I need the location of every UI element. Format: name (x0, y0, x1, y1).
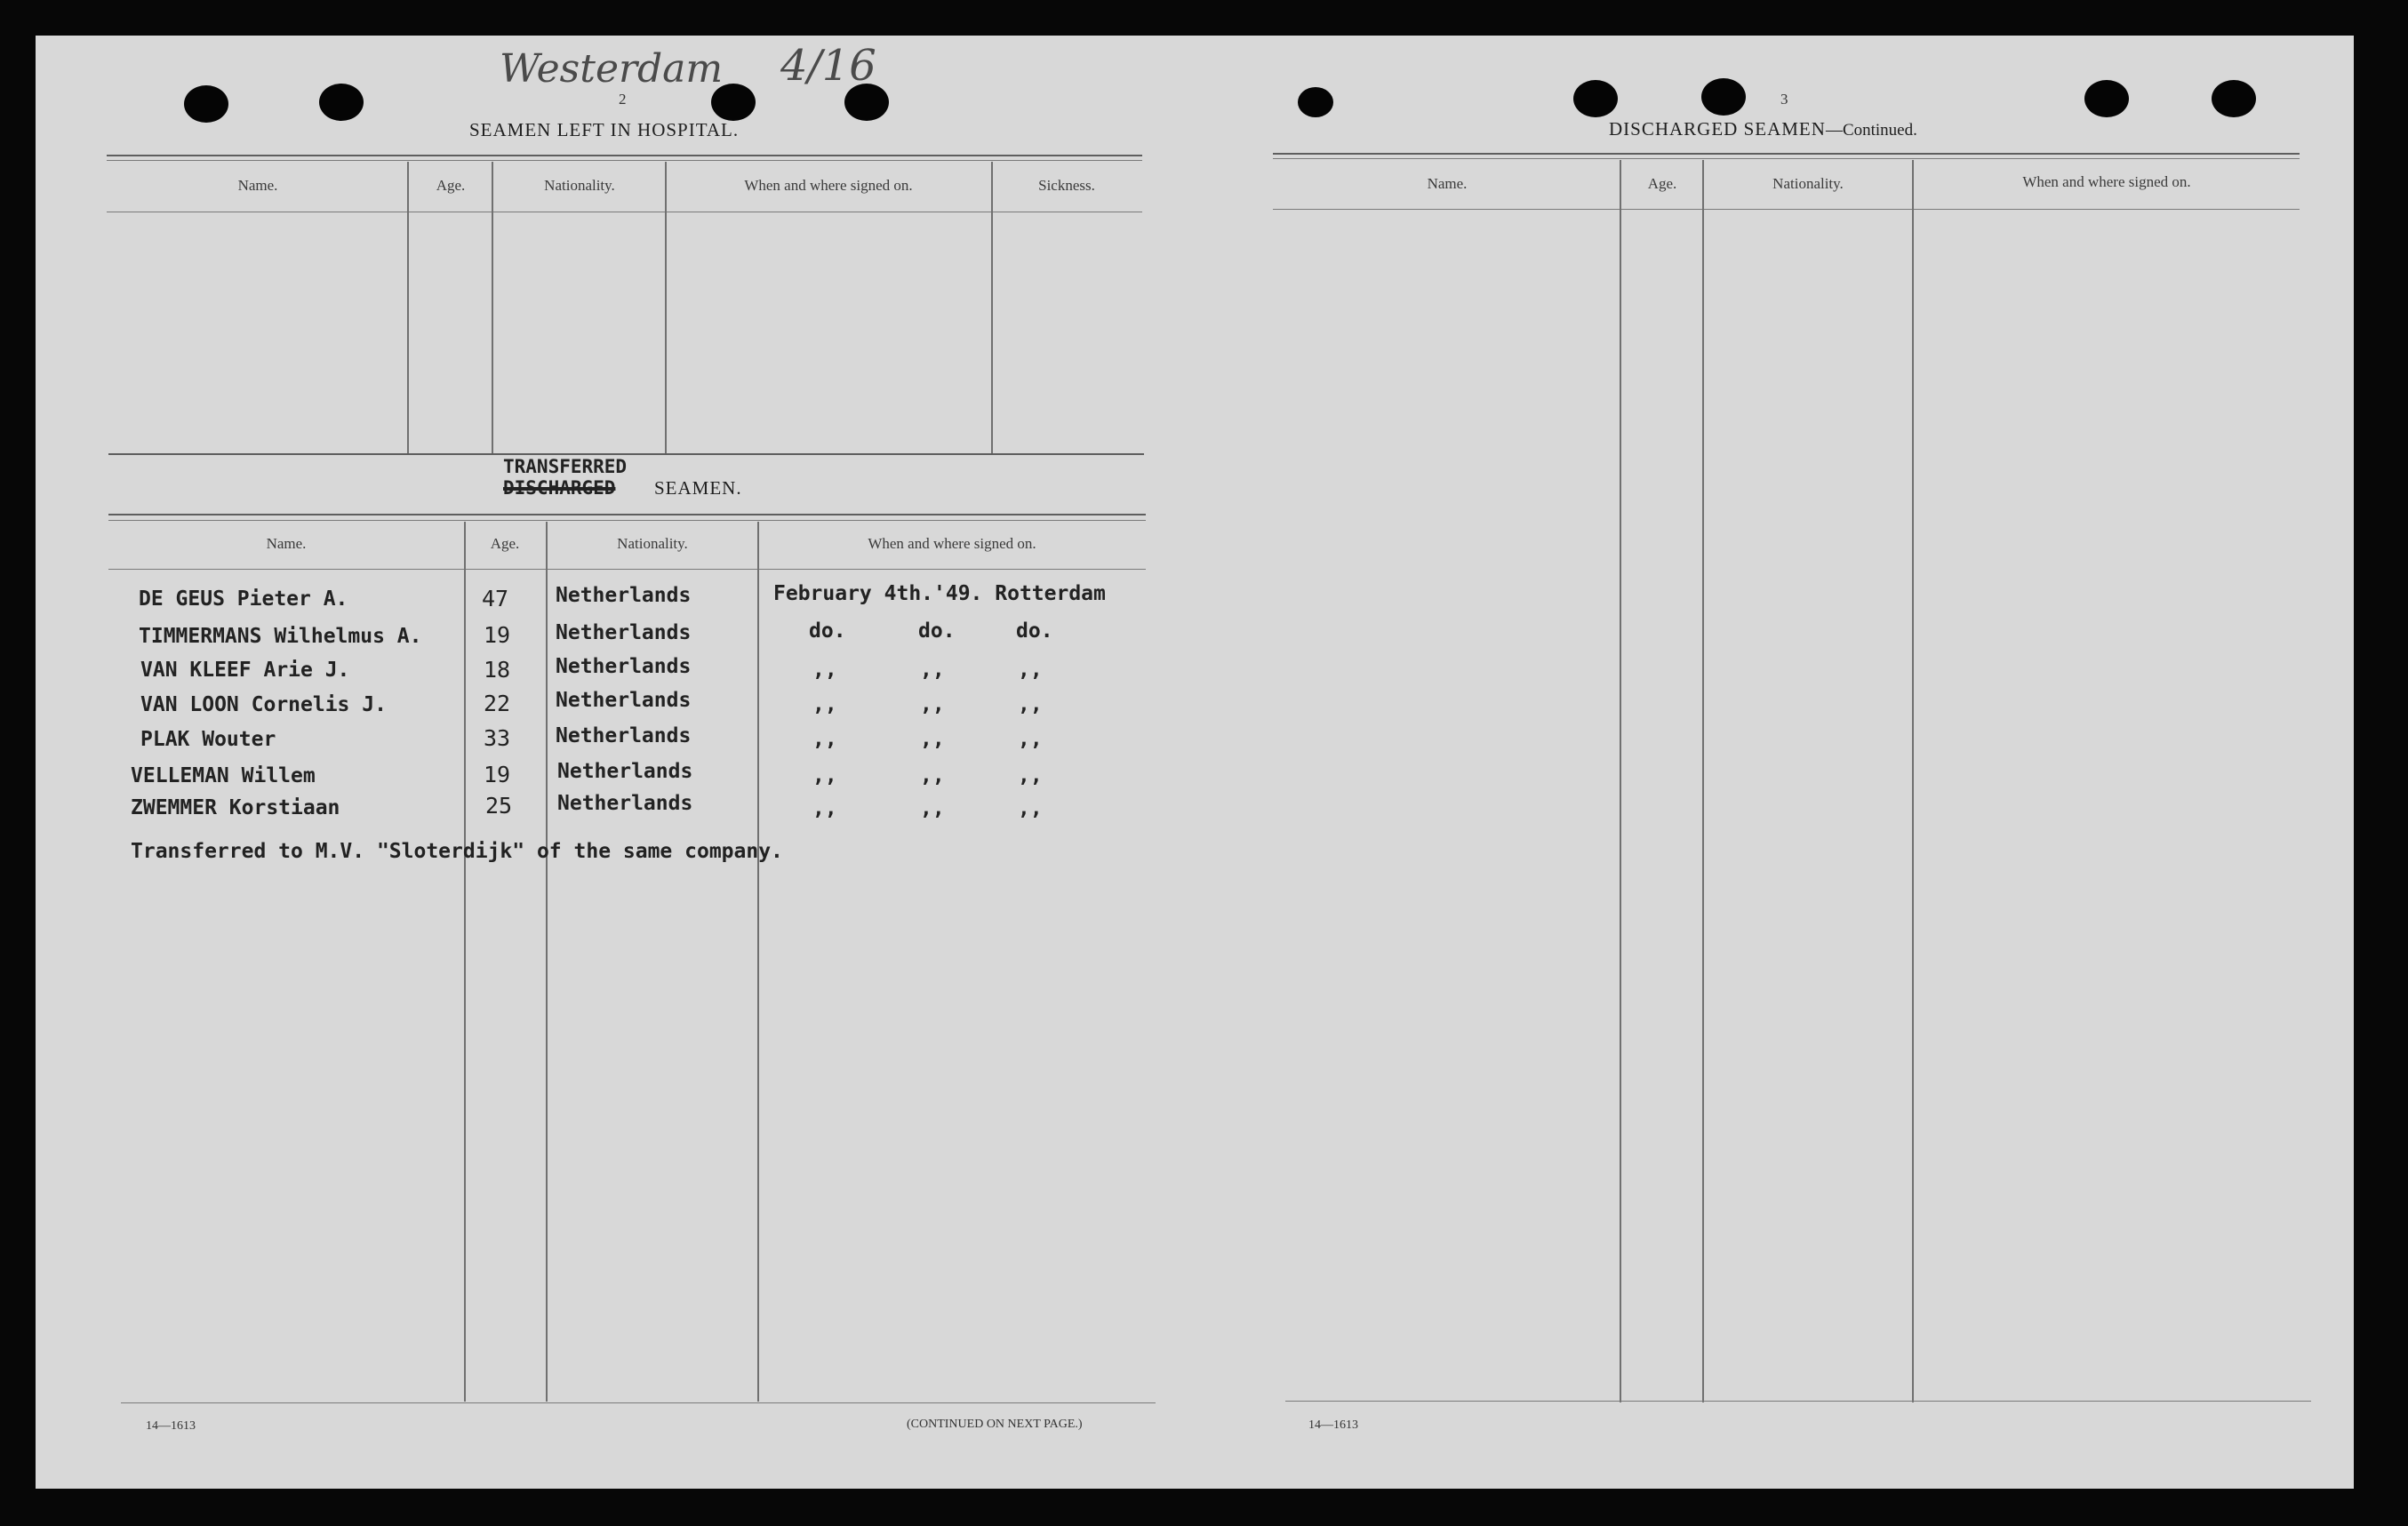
discharged-title-bold: DISCHARGED SEAMEN (1609, 118, 1826, 140)
binder-hole (184, 85, 228, 123)
binder-hole (2212, 80, 2256, 117)
transfer-note: Transferred to M.V. "Sloterdijk" of the same company. (131, 840, 783, 863)
transferred-overtype: TRANSFERRED (503, 456, 628, 477)
discharged-header-age: Age. (1647, 175, 1677, 192)
transferred-header-nationality: Nationality. (617, 535, 688, 552)
table-row-signed-on: ,, (812, 693, 837, 716)
table-row-signed-on: ,, (812, 797, 837, 820)
left-page-number: 2 (619, 91, 627, 108)
table-row-signed-on: ,, (920, 693, 945, 716)
handwritten-ship-name: Westerdam (500, 46, 724, 92)
binder-hole (1701, 78, 1746, 116)
table-row-name: VAN LOON Cornelis J. (140, 693, 387, 716)
transferred-header-name: Name. (266, 535, 307, 552)
table-row-nationality: Netherlands (556, 621, 692, 644)
table-row-signed-on: ,, (812, 728, 837, 751)
hospital-header-signed-on: When and where signed on. (744, 177, 913, 194)
table-row-signed-on: ,, (812, 764, 837, 787)
table-row-signed-on: ,, (1018, 693, 1043, 716)
table-row-signed-on: ,, (920, 797, 945, 820)
left-form-number: 14—1613 (146, 1419, 196, 1433)
table-row-signed-on: ,, (920, 728, 945, 751)
table-row-age: 18 (484, 657, 511, 683)
table-row-nationality: Netherlands (557, 792, 693, 815)
hospital-header-age: Age. (436, 177, 466, 194)
right-form-number: 14—1613 (1308, 1418, 1358, 1432)
table-row-age: 33 (484, 725, 511, 751)
binder-hole (319, 84, 364, 121)
discharged-header-nationality: Nationality. (1772, 175, 1844, 192)
table-row-signed-on: ,, (1018, 728, 1043, 751)
table-row-nationality: Netherlands (556, 655, 692, 678)
table-row-name: VAN KLEEF Arie J. (140, 659, 350, 682)
table-row-signed-on: ,, (812, 659, 837, 682)
table-row-age: 25 (485, 793, 513, 819)
transferred-header-signed-on: When and where signed on. (868, 535, 1036, 552)
table-row-name: ZWEMMER Korstiaan (131, 796, 340, 819)
table-row-signed-on: ,, (920, 764, 945, 787)
table-row-signed-on: ,, (920, 659, 945, 682)
table-row-name: DE GEUS Pieter A. (139, 587, 348, 611)
table-row-signed-on: ,, (1018, 764, 1043, 787)
table-row-age: 47 (482, 586, 509, 611)
table-row-signed-on: do. (918, 619, 956, 643)
table-row-age: 19 (484, 762, 511, 787)
table-row-signed-on: ,, (1018, 659, 1043, 682)
transferred-section-title: SEAMEN. (654, 477, 742, 499)
document-page (36, 36, 2354, 1489)
discharged-section-title (1609, 118, 1917, 140)
table-row-signed-on: ,, (1018, 797, 1043, 820)
table-row-nationality: Netherlands (556, 724, 692, 747)
table-row-nationality: Netherlands (557, 760, 693, 783)
hospital-header-name: Name. (237, 177, 278, 194)
transferred-header-age: Age. (490, 535, 520, 552)
hospital-section-title: SEAMEN LEFT IN HOSPITAL. (469, 119, 740, 140)
table-row-name: PLAK Wouter (140, 728, 276, 751)
continued-note: (CONTINUED ON NEXT PAGE.) (907, 1418, 1083, 1431)
table-row-signed-on: do. (809, 619, 846, 643)
table-row-signed-on: do. (1016, 619, 1053, 643)
discharged-header-signed-on: When and where signed on. (2022, 173, 2191, 190)
table-row-age: 19 (484, 622, 511, 648)
table-row-name: TIMMERMANS Wilhelmus A. (139, 625, 422, 648)
table-row-nationality: Netherlands (556, 689, 692, 712)
right-page-number: 3 (1780, 91, 1788, 108)
table-row-name: VELLEMAN Willem (131, 764, 316, 787)
table-row-nationality: Netherlands (556, 584, 692, 607)
discharged-title-continued: —Continued. (1825, 121, 1917, 140)
discharged-header-name: Name. (1427, 175, 1468, 192)
hospital-header-sickness: Sickness. (1038, 177, 1095, 194)
binder-hole (1573, 80, 1618, 117)
discharged-struck-word: DISCHARGED (503, 477, 616, 499)
handwritten-date: 4/16 (780, 41, 876, 91)
table-row-age: 22 (484, 691, 511, 716)
binder-hole (1298, 87, 1333, 117)
binder-hole (2084, 80, 2129, 117)
hospital-header-nationality: Nationality. (544, 177, 615, 194)
table-row-signed-on: February 4th.'49. Rotterdam (773, 582, 1106, 605)
